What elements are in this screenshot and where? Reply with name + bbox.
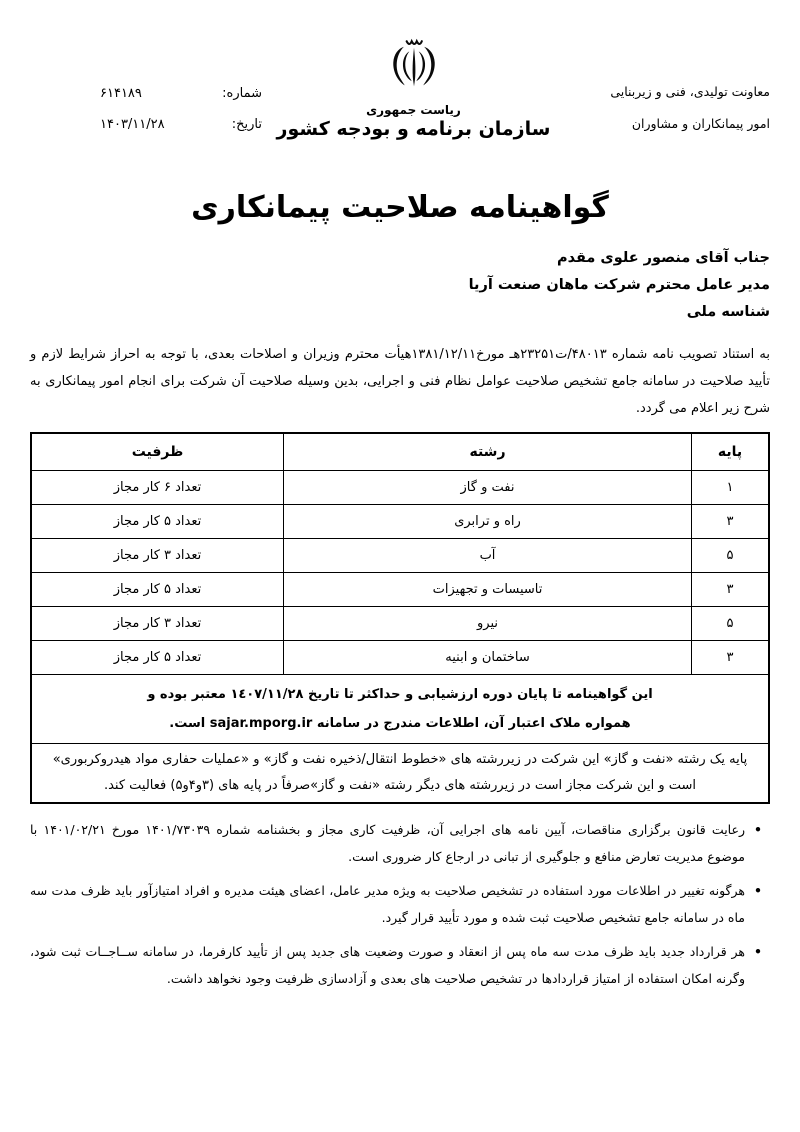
validity-note-line-2: همواره ملاک اعتبار آن، اطلاعات مندرج در سامانه sajar.mporg.ir است.	[169, 716, 631, 732]
validity-note-line-1: این گواهینامه تا پایان دوره ارزشیابی و حداکثر تا تاریخ ۱٤۰۷/۱۱/۲۸ معتبر بوده و	[147, 687, 653, 703]
table-header-row	[31, 433, 769, 471]
table-row	[31, 539, 769, 573]
grade-cell: ۵	[692, 607, 770, 641]
oil-gas-subfields-note: پایه یک رشته «نفت و گاز» این شرکت در زیررشته های «خطوط انتقال/ذخیره نفت و گاز» و «عملیات حفاری مواد هیدروکربوری» است و این شرکت مجاز است در زیررشته های دیگر رشته «نفت و گاز»صرفاً در پایه های (۳و۴و۵) فعالیت کند.	[31, 744, 769, 804]
addressee-name: جناب آقای منصور علوی مقدم	[556, 250, 770, 266]
bullet-icon: •	[754, 883, 762, 899]
field-cell: راه و ترابری	[284, 505, 692, 539]
table-row	[31, 641, 769, 675]
iran-emblem-icon	[391, 34, 437, 100]
capacity-cell: تعداد ۵ کار مجاز	[31, 505, 284, 539]
capacity-cell: تعداد ۶ کار مجاز	[31, 471, 284, 505]
column-header-capacity: ظرفیت	[31, 433, 284, 471]
letterhead	[30, 28, 770, 148]
footnote-text: رعایت قانون برگزاری مناقصات، آیین نامه های اجرایی آن، ظرفیت کاری مجاز و بخشنامه شماره ۱۴۰۱/۷۳۰۳۹ مورخ ۱۴۰۱/۰۲/۲۱ با موضوع مدیریت تعارض منافع و جلوگیری از تبانی در ارجاع کار ضروری است.	[30, 822, 745, 865]
grade-cell: ۳	[692, 505, 770, 539]
footnote-text: هرگونه تغییر در اطلاعات مورد استفاده در تشخیص صلاحیت به ویژه مدیر عامل، اعضای هیئت مدیره و افراد امتیازآور باید ظرف مدت سه ماه در سامانه جامع تشخیص صلاحیت ثبت شده و مورد تأیید قرار گیرد.	[30, 883, 745, 926]
addressee-role: مدیر عامل محترم شرکت ماهان صنعت آریا	[468, 276, 770, 293]
table-row	[31, 607, 769, 641]
footnote-item	[30, 938, 762, 992]
letter-meta-block	[30, 86, 262, 148]
date-value: ۱۴۰۳/۱۱/۲۸	[100, 117, 165, 132]
date-label: تاریخ:	[231, 117, 262, 132]
qualification-table	[30, 432, 770, 804]
subnote-row	[31, 744, 769, 804]
intro-paragraph: به استناد تصویب نامه شماره ۴۸۰۱۳/ت۲۳۲۵۱هـ مورخ۱۳۸۱/۱۲/۱۱هیأت محترم وزیران و اصلاحات بعدی، با توجه به احراز شرایط لازم و تأیید صلاحیت در سامانه جامع تشخیص صلاحیت عوامل نظام فنی و اجرایی، بدین وسیله صلاحیت آن شرکت برای انجام امور پیمانکاری به شرح زیر اعلام می گردد.	[30, 347, 770, 417]
grade-cell: ۳	[692, 573, 770, 607]
field-cell: نیرو	[284, 607, 692, 641]
grade-cell: ۵	[692, 539, 770, 573]
bullet-icon: •	[754, 822, 762, 838]
page-title: گواهینامه صلاحیت پیمانکاری	[191, 190, 609, 225]
number-value: ۶۱۴۱۸۹	[100, 86, 142, 101]
footnotes-list	[30, 816, 770, 992]
footnote-item	[30, 877, 762, 931]
validity-note	[31, 675, 769, 744]
department-line-1: معاونت تولیدی، فنی و زیربنایی	[610, 84, 770, 99]
field-cell: ساختمان و ابنیه	[284, 641, 692, 675]
capacity-cell: تعداد ۳ کار مجاز	[31, 607, 284, 641]
field-cell: نفت و گاز	[284, 471, 692, 505]
addressee-block	[30, 245, 770, 325]
national-id-label: شناسه ملی	[686, 303, 770, 320]
grade-cell: ۳	[692, 641, 770, 675]
capacity-cell: تعداد ۳ کار مجاز	[31, 539, 284, 573]
table-row	[31, 573, 769, 607]
letter-date-row	[100, 117, 262, 132]
capacity-cell: تعداد ۵ کار مجاز	[31, 573, 284, 607]
table-row	[31, 505, 769, 539]
grade-cell: ۱	[692, 471, 770, 505]
footnote-item	[30, 816, 762, 870]
validity-row	[31, 675, 769, 744]
table-row	[31, 471, 769, 505]
field-cell: آب	[284, 539, 692, 573]
department-line-2: امور پیمانکاران و مشاوران	[631, 116, 770, 131]
number-label: شماره:	[222, 86, 262, 101]
footnote-text: هر قرارداد جدید باید ظرف مدت سه ماه پس از انعقاد و صورت وضعیت های جدید پس از تأیید کارفرما، در سامانه ســاجــات ثبت شود، وگرنه امکان استفاده از امتیاز قراردادها در تشخیص صلاحیت های بعدی و آزادسازی ظرفیت وجود نخواهد داشت.	[30, 944, 745, 987]
letter-number-row	[100, 86, 262, 101]
org-name-line: سازمان برنامه و بودجه کشور	[276, 118, 551, 140]
column-header-grade: پایه	[692, 433, 770, 471]
field-cell: تاسیسات و تجهیزات	[284, 573, 692, 607]
capacity-cell: تعداد ۵ کار مجاز	[31, 641, 284, 675]
column-header-field: رشته	[284, 433, 692, 471]
org-department-block	[565, 84, 770, 148]
org-logo-block	[262, 34, 565, 140]
bullet-icon: •	[754, 944, 762, 960]
org-presidency-line: ریاست جمهوری	[366, 103, 461, 117]
